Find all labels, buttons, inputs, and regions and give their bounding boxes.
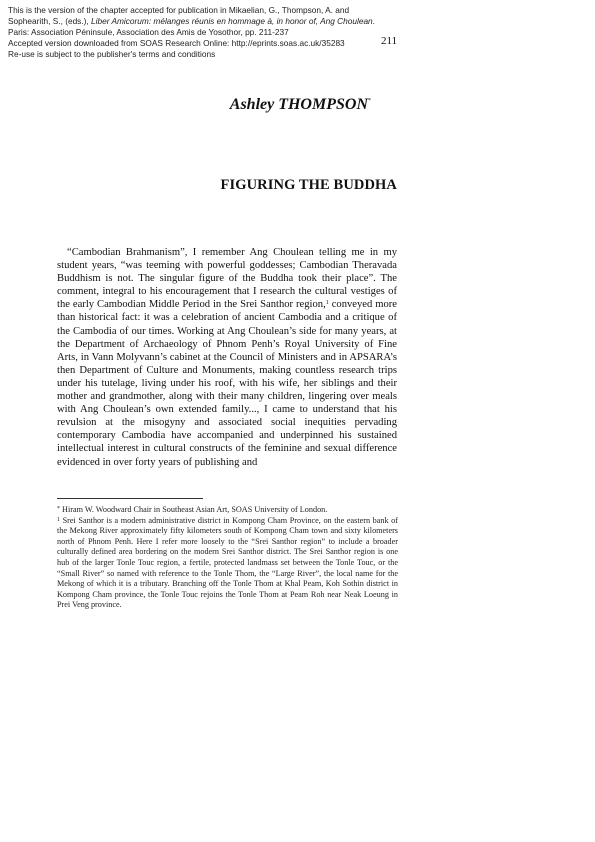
footnote-text: Hiram W. Woodward Chair in Southeast Asian Art, SOAS University of London.: [60, 505, 328, 514]
footnote-divider: [57, 498, 203, 499]
footnote-author: [57, 505, 398, 516]
notice-citation-text: This is the version of the chapter accepted for publication in Mikaelian, G., Thompson, A. and Sophearith, S., (eds.),: [8, 5, 350, 26]
author-footnote-mark: *: [368, 98, 371, 104]
notice-reuse-terms: Re-use is subject to the publisher's terms and conditions: [8, 49, 216, 59]
footnote-1: [57, 516, 398, 611]
body-text-part-2: conveyed more than historical fact: it was a celebration of ancient Cambodia and a critique of the Cambodia of our times. Working at Ang Choulean’s side for many years, at the Department of Archaeology of Phnom Penh’s Royal University of Fine Arts, in Vann Molyvann’s cabinet at the Council of Ministers and in APSARA’s then Department of Culture and Monuments, making countless research trips under his tutelage, living under his roof, with his wife, her siblings and their mother and grandmother, along with their many children, lingering over meals with Ang Choulean’s own extended family..., I came to understand that his revulsion at the misogyny and associated social inequities pervading contemporary Cambodia have accompanied and underpinned his sustained intellectual interest in cultural constructs of the feminine and sexual difference evidenced in over forty years of publishing and: [57, 299, 398, 468]
footnotes: [57, 505, 398, 611]
footnote-reference-1[interactable]: 1: [325, 300, 329, 307]
body-text-part-1: “Cambodian Brahmanism”, I remember Ang Choulean telling me in my student years, “was teeming with powerful goddesses; Cambodian Theravada Buddhism is not. The singular figure of the Buddha took their place”. The comment, integral to his encouragement that I research the cultural vestiges of the early Cambodian Middle Period in the Srei Santhor region,: [57, 247, 397, 311]
notice-citation: [8, 5, 380, 38]
body-text: [57, 246, 397, 469]
author-name: [151, 96, 371, 114]
page-number: 211: [381, 35, 398, 47]
notice-publisher: . Paris: Association Péninsule, Association des Amis de Yosothor, pp. 211-237: [8, 16, 375, 37]
footnote-mark: *: [57, 506, 60, 512]
footnote-mark: 1: [57, 516, 60, 523]
repository-notice: [8, 5, 380, 60]
chapter-title: FIGURING THE BUDDHA: [220, 177, 397, 193]
author-name-text: Ashley THOMPSON: [229, 96, 368, 113]
notice-book-title: Liber Amicorum: mélanges réunis en hommage à, in honor of, Ang Choulean: [91, 16, 373, 26]
body-paragraph: [57, 246, 397, 469]
notice-download-link[interactable]: Accepted version downloaded from SOAS Research Online: http://eprints.soas.ac.uk/35283: [8, 38, 345, 48]
footnote-text: Srei Santhor is a modern administrative district in Kompong Cham Province, on the eastern bank of the Mekong River approximately fifty kilometers south of Kompong Cham town and sixty kilometers north of Phnom Penh. Here I refer more loosely to the “Srei Santhor region” to include a broader culturally defined area bordering on the modern Srei Santhor district. The Srei Santhor region is one hub of the larger Tonle Touc region, a fertile, protected landmass set between the Tonle Touc, or the “Small River” so named with reference to the Tonle Thom, the “Large River”, the local name for the Mekong of which it is a tributary. Branching off the Tonle Thom at Khal Peam, Koh Sothin district in Kompong Cham province, the Tonle Touc rejoins the Tonle Thom at Peam Roh near Neak Loeung in Prei Veng province.: [57, 515, 398, 610]
